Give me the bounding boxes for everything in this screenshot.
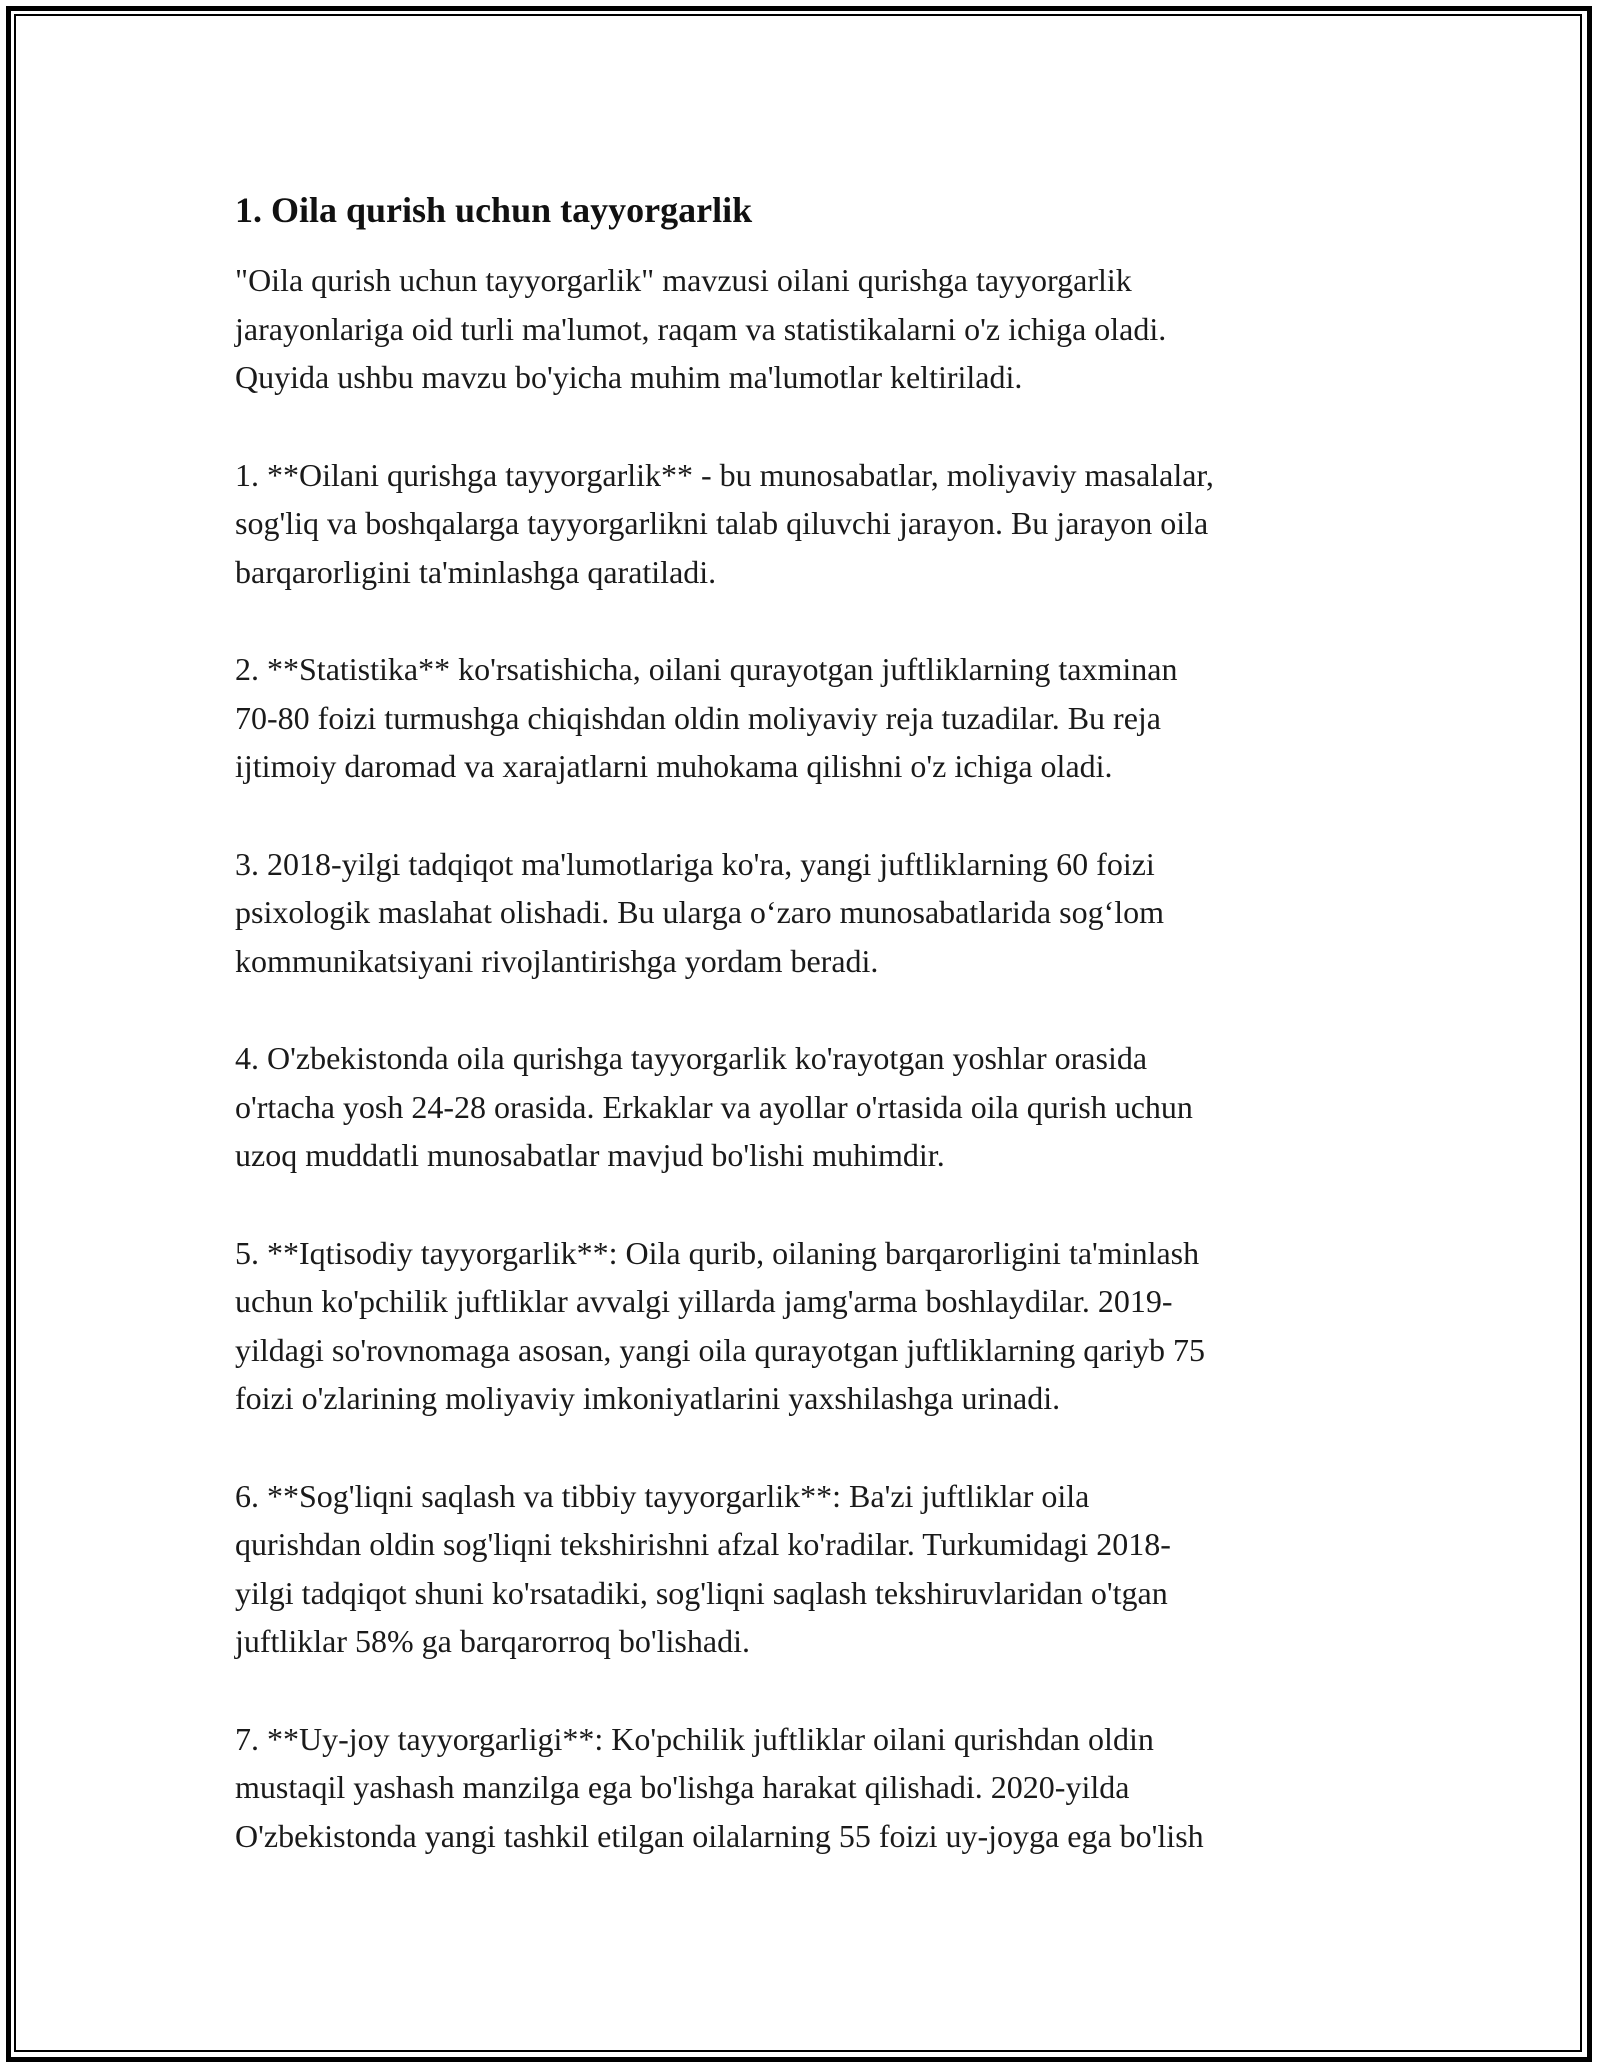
paragraph-line: 3. 2018-yilgi tadqiqot ma'lumotlariga ko'ra, yangi juftliklarning 60 foizi — [235, 845, 1155, 882]
paragraph-line: qurishdan oldin sog'liqni tekshirishni afzal ko'radilar. Turkumidagi 2018- — [235, 1526, 1171, 1562]
paragraph-line: 7. **Uy-joy tayyorgarligi**: Ko'pchilik juftliklar oilani qurishdan oldin — [235, 1720, 1154, 1757]
paragraph-line: Quyida ushbu mavzu bo'yicha muhim ma'lumotlar keltiriladi. — [235, 359, 1023, 395]
paragraph-line: uzoq muddatli munosabatlar mavjud bo'lishi muhimdir. — [235, 1137, 945, 1173]
paragraph-line: psixologik maslahat olishadi. Bu ularga o‘zaro munosabatlarida sog‘lom — [235, 894, 1164, 930]
paragraph-item-2 — [235, 645, 1375, 791]
paragraph-line: O'zbekistonda yangi tashkil etilgan oilalarning 55 foizi uy-joyga ega bo'lish — [235, 1817, 1204, 1854]
paragraph-line: "Oila qurish uchun tayyorgarlik" mavzusi oilani qurishga tayyorgarlik — [235, 262, 1132, 298]
paragraph-line: 1. **Oilani qurishga tayyorgarlik** - bu munosabatlar, moliyaviy masalalar, — [235, 456, 1214, 493]
paragraph-item-3 — [235, 840, 1375, 986]
paragraph-line: 6. **Sog'liqni saqlash va tibbiy tayyorgarlik**: Ba'zi juftliklar oila — [235, 1477, 1090, 1514]
paragraph-line: 4. O'zbekistonda oila qurishga tayyorgarlik ko'rayotgan yoshlar orasida — [235, 1040, 1148, 1076]
paragraph-item-5 — [235, 1229, 1375, 1423]
paragraph-line: 2. **Statistika** ko'rsatishicha, oilani qurayotgan juftliklarning taxminan — [235, 651, 1178, 687]
paragraph-item-4 — [235, 1034, 1375, 1180]
paragraph-line: juftliklar 58% ga barqarorroq bo'lishadi. — [235, 1623, 750, 1659]
document-title: 1. Oila qurish uchun tayyorgarlik — [235, 190, 753, 230]
document-body — [235, 186, 1375, 1909]
paragraph-line: 5. **Iqtisodiy tayyorgarlik**: Oila qurib, oilaning barqarorligini ta'minlash — [235, 1234, 1200, 1271]
paragraph-intro — [235, 256, 1375, 402]
paragraph-line: yildagi so'rovnomaga asosan, yangi oila qurayotgan juftliklarning qariyb 75 — [235, 1331, 1205, 1368]
paragraph-line: yilgi tadqiqot shuni ko'rsatadiki, sog'liqni saqlash tekshiruvlaridan o'tgan — [235, 1574, 1168, 1611]
paragraph-item-6 — [235, 1472, 1375, 1666]
paragraph-line: foizi o'zlarining moliyaviy imkoniyatlarini yaxshilashga urinadi. — [235, 1380, 1061, 1416]
paragraph-item-7 — [235, 1715, 1375, 1861]
paragraph-line: sog'liq va boshqalarga tayyorgarlikni talab qiluvchi jarayon. Bu jarayon oila — [235, 505, 1209, 541]
paragraph-line: jarayonlariga oid turli ma'lumot, raqam va statistikalarni o'z ichiga oladi. — [235, 310, 1167, 347]
paragraph-line: o'rtacha yosh 24-28 orasida. Erkaklar va ayollar o'rtasida oila qurish uchun — [235, 1088, 1193, 1125]
paragraph-line: ijtimoiy daromad va xarajatlarni muhokama qilishni o'z ichiga oladi. — [235, 748, 1113, 784]
paragraph-line: kommunikatsiyani rivojlantirishga yordam beradi. — [235, 942, 879, 979]
paragraph-line: 70-80 foizi turmushga chiqishdan oldin moliyaviy reja tuzadilar. Bu reja — [235, 699, 1161, 736]
paragraph-line: barqarorligini ta'minlashga qaratiladi. — [235, 553, 717, 590]
paragraph-line: uchun ko'pchilik juftliklar avvalgi yillarda jamg'arma boshlaydilar. 2019- — [235, 1283, 1173, 1319]
paragraph-line: mustaqil yashash manzilga ega bo'lishga harakat qilishadi. 2020-yilda — [235, 1769, 1130, 1805]
paragraph-item-1 — [235, 451, 1375, 597]
